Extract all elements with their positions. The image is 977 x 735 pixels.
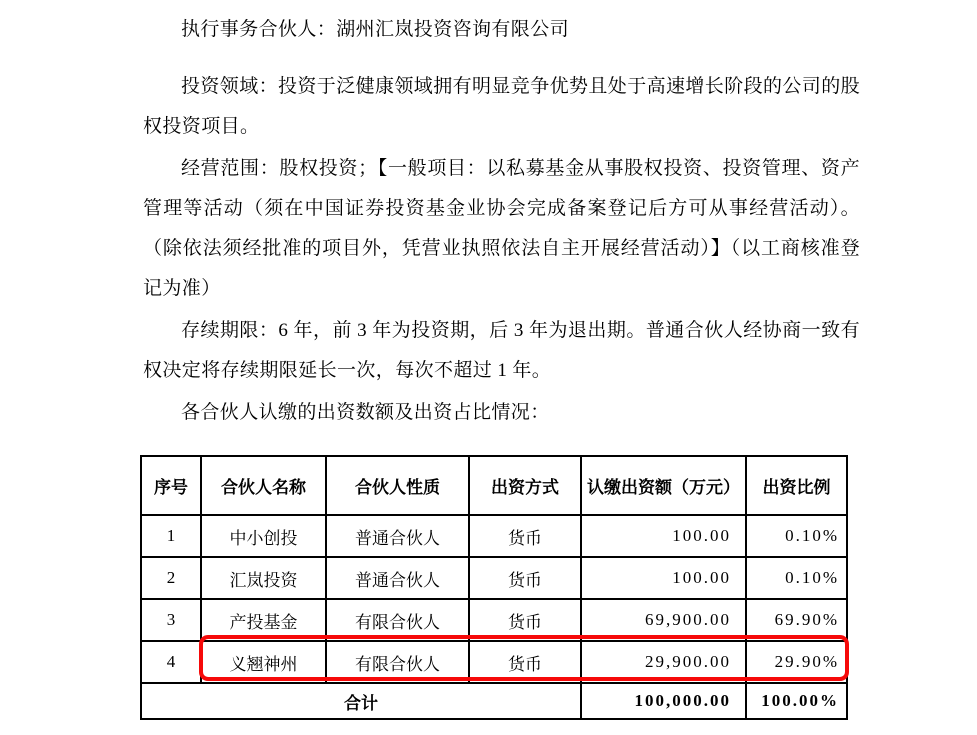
- cell-seq-no: 3: [141, 599, 201, 641]
- paragraph-table-intro: 各合伙人认缴的出资数额及出资占比情况：: [181, 402, 550, 423]
- cell-ratio: 0.10%: [746, 515, 847, 557]
- cell-method: 货币: [469, 599, 581, 641]
- table-total-row: [141, 683, 847, 719]
- cell-amount: 69,900.00: [581, 599, 746, 641]
- cell-seq-no: 2: [141, 557, 201, 599]
- header-contribution-method: 出资方式: [469, 456, 581, 515]
- cell-amount: 100.00: [581, 557, 746, 599]
- paragraph-business-scope: 经营范围：股权投资；【一般项目：以私募基金从事股权投资、投资管理、资产管理等活动（须在中国证券投资基金业协会完成备案登记后方可从事经营活动）。（除依法须经批准的项目外，凭营业执照依法自主开展经营活动）】（以工商核准登记为准）: [143, 158, 860, 299]
- cell-seq-no: 1: [141, 515, 201, 557]
- cell-method: 货币: [469, 641, 581, 683]
- paragraph-managing-partner: 执行事务合伙人：湖州汇岚投资咨询有限公司: [181, 19, 570, 40]
- cell-amount: 29,900.00: [581, 641, 746, 683]
- paragraph-duration: 存续期限：6 年，前 3 年为投资期，后 3 年为退出期。普通合伙人经协商一致有权决定将存续期限延长一次，每次不超过 1 年。: [143, 320, 860, 381]
- partners-contribution-table: [140, 455, 848, 720]
- table-header-row: [141, 456, 847, 515]
- cell-seq-no: 4: [141, 641, 201, 683]
- cell-method: 货币: [469, 557, 581, 599]
- cell-partner-name: 中小创投: [201, 515, 326, 557]
- cell-method: 货币: [469, 515, 581, 557]
- cell-total-amount: 100,000.00: [581, 683, 746, 719]
- cell-partner-type: 普通合伙人: [326, 557, 469, 599]
- cell-total-label: 合计: [141, 683, 581, 719]
- cell-ratio: 69.90%: [746, 599, 847, 641]
- paragraph-investment-field: 投资领域：投资于泛健康领域拥有明显竞争优势且处于高速增长阶段的公司的股权投资项目。: [143, 76, 861, 137]
- cell-partner-type: 普通合伙人: [326, 515, 469, 557]
- table-row-1: [141, 515, 847, 557]
- table-row-3: [141, 599, 847, 641]
- cell-ratio: 29.90%: [746, 641, 847, 683]
- header-contribution-ratio: 出资比例: [746, 456, 847, 515]
- cell-partner-type: 有限合伙人: [326, 599, 469, 641]
- cell-partner-type: 有限合伙人: [326, 641, 469, 683]
- cell-partner-name: 义翘神州: [201, 641, 326, 683]
- cell-partner-name: 产投基金: [201, 599, 326, 641]
- table-row-2: [141, 557, 847, 599]
- cell-partner-name: 汇岚投资: [201, 557, 326, 599]
- cell-ratio: 0.10%: [746, 557, 847, 599]
- header-subscribed-amount: 认缴出资额（万元）: [581, 456, 746, 515]
- body-text: [143, 10, 860, 435]
- cell-total-ratio: 100.00%: [746, 683, 847, 719]
- cell-amount: 100.00: [581, 515, 746, 557]
- header-seq-no: 序号: [141, 456, 201, 515]
- header-partner-name: 合伙人名称: [201, 456, 326, 515]
- table-row-4-highlighted: [141, 641, 847, 683]
- header-partner-type: 合伙人性质: [326, 456, 469, 515]
